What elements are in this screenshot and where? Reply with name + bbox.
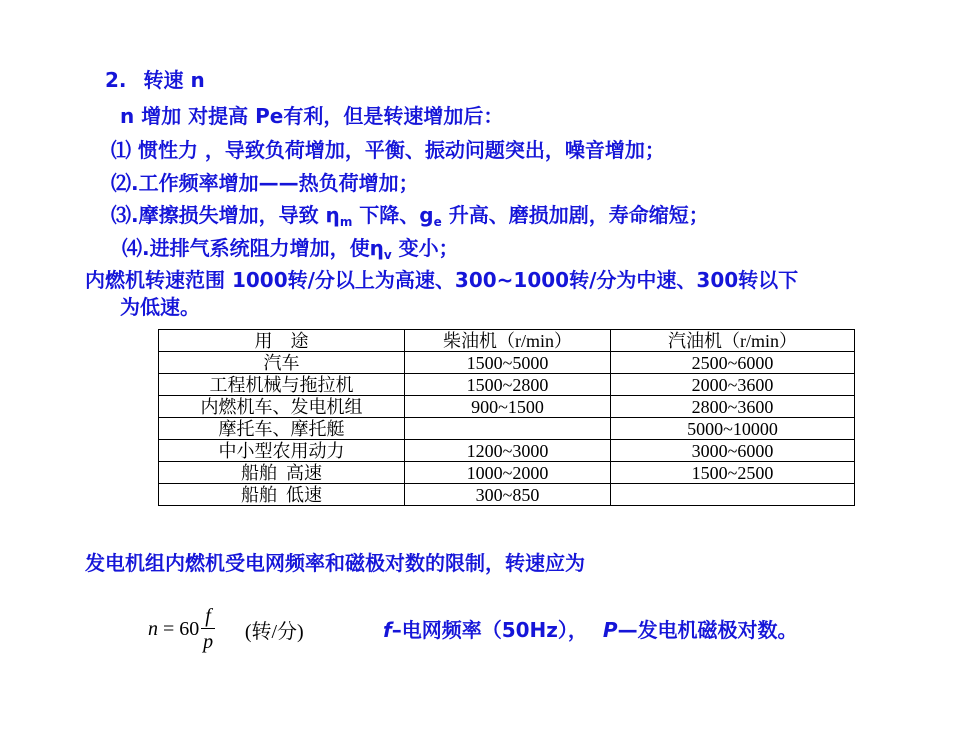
formula-eq: = 60	[158, 618, 200, 640]
table-row	[159, 396, 855, 418]
cell-gasoline: 1500~2500	[611, 462, 855, 484]
table-header-row	[159, 330, 855, 352]
item-3-part-a: ⑶.摩擦损失增加，导致 η	[111, 203, 340, 227]
cell-diesel: 1200~3000	[405, 440, 611, 462]
formula-denominator: p	[203, 631, 214, 653]
eta-v-subscript: v	[383, 248, 392, 262]
cell-diesel	[405, 418, 611, 440]
cell-diesel: 1500~5000	[405, 352, 611, 374]
item-2: ⑵.工作频率增加——热负荷增加；	[111, 171, 419, 195]
table-row	[159, 440, 855, 462]
ge-subscript: e	[433, 215, 442, 229]
item-4	[122, 236, 459, 260]
range-line-1: 内燃机转速范围 1000转/分以上为高速、300~1000转/分为中速、300转以下	[85, 268, 799, 292]
item-3	[111, 203, 709, 227]
table-row	[159, 418, 855, 440]
item-1: ⑴ 惯性力 ，导致负荷增加，平衡、振动问题突出，噪音增加；	[111, 138, 665, 162]
col-header-gasoline: 汽油机（r/min）	[611, 330, 855, 352]
p-symbol: P	[602, 618, 618, 642]
cell-usage: 船舶 高速	[159, 462, 405, 484]
formula-notes	[383, 618, 798, 642]
formula-fraction	[201, 604, 215, 655]
cell-gasoline: 2000~3600	[611, 374, 855, 396]
p-description: —发电机磁极对数。	[617, 618, 798, 642]
cell-usage: 中小型农用动力	[159, 440, 405, 462]
heading	[105, 68, 205, 92]
formula-lhs: n	[148, 618, 158, 640]
range-line-2: 为低速。	[120, 295, 200, 319]
cell-usage: 船舶 低速	[159, 484, 405, 506]
cell-usage: 内燃机车、发电机组	[159, 396, 405, 418]
table-row	[159, 352, 855, 374]
table-row	[159, 374, 855, 396]
cell-usage: 摩托车、摩托艇	[159, 418, 405, 440]
cell-gasoline: 2500~6000	[611, 352, 855, 374]
table-row	[159, 484, 855, 506]
formula-unit: (转/分)	[244, 621, 304, 643]
table-row	[159, 462, 855, 484]
item-4-part-a: ⑷.进排气系统阻力增加，使η	[122, 236, 384, 260]
cell-gasoline: 3000~6000	[611, 440, 855, 462]
heading-title: 转速 n	[143, 68, 205, 92]
speed-table	[158, 329, 855, 506]
f-symbol: f	[383, 618, 392, 642]
cell-diesel: 1000~2000	[405, 462, 611, 484]
cell-diesel: 900~1500	[405, 396, 611, 418]
cell-gasoline: 2800~3600	[611, 396, 855, 418]
cell-usage: 汽车	[159, 352, 405, 374]
speed-formula	[148, 604, 304, 655]
col-header-usage: 用 途	[159, 330, 405, 352]
heading-number: 2.	[105, 68, 127, 92]
cell-diesel: 1500~2800	[405, 374, 611, 396]
generator-line: 发电机组内燃机受电网频率和磁极对数的限制，转速应为	[85, 551, 585, 575]
col-header-diesel: 柴油机（r/min）	[405, 330, 611, 352]
eta-m-subscript: m	[339, 215, 353, 229]
formula-numerator: f	[201, 604, 215, 629]
item-3-part-c: 升高、磨损加剧，寿命缩短；	[441, 203, 709, 227]
intro-line: n 增加 对提高 Pe有利，但是转速增加后：	[120, 104, 504, 128]
cell-usage: 工程机械与拖拉机	[159, 374, 405, 396]
cell-diesel: 300~850	[405, 484, 611, 506]
item-3-part-b: 下降、g	[352, 203, 434, 227]
cell-gasoline	[611, 484, 855, 506]
item-4-part-b: 变小；	[391, 236, 459, 260]
f-description: –电网频率（50Hz），	[391, 618, 588, 642]
cell-gasoline: 5000~10000	[611, 418, 855, 440]
